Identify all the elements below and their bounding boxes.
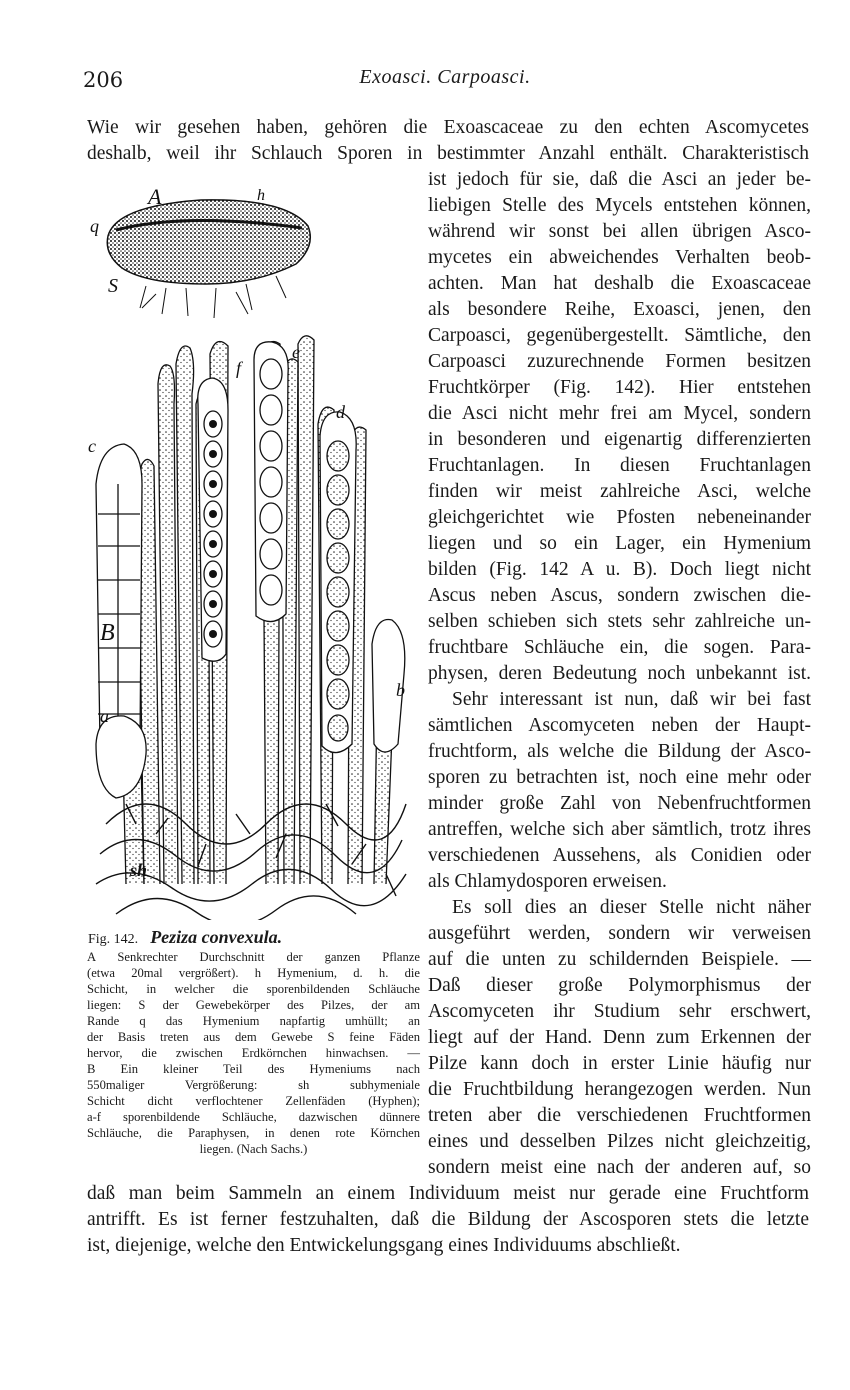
caption-line: liegen. (Nach Sachs.) <box>199 1142 308 1156</box>
text-line: fruchtform, als welche die Bildung der Asco- <box>428 741 811 762</box>
figure-number: Fig. 142. <box>88 932 139 947</box>
text-line: Daß dieser große Polymorphismus der <box>428 975 811 996</box>
text-line: deshalb, weil ihr Schlauch Sporen in bestimmter Anzahl enthält. Charakteristisch <box>87 143 809 164</box>
caption-line: hervor, die zwischen Erdkörnchen hinwachsen. — <box>87 1046 420 1060</box>
label-f: f <box>236 358 242 378</box>
hymenium-detail <box>96 336 405 884</box>
label-sh: sh <box>130 860 148 880</box>
caption-line: Schläuche, die Paraphysen, in denen rote Körnchen <box>87 1126 420 1140</box>
text-line: gleichgerichtet wie Pfosten nebeneinander <box>428 507 811 528</box>
figure-title: Peziza convexula. <box>150 927 283 947</box>
text-line: bilden (Fig. 142 A u. B). Doch liegt nicht <box>428 559 811 580</box>
apothecium-section <box>107 200 310 318</box>
text-line: ausgeführt werden, sondern wir verweisen <box>428 923 811 944</box>
text-line: auf die unten zu schildernden Beispiele. — <box>428 949 811 970</box>
text-line: ist jedoch für sie, daß die Asci an jeder be- <box>428 169 811 190</box>
label-q: q <box>90 216 99 236</box>
caption-line: Schicht dicht verflochtener Zellenfäden (Hyphen); <box>87 1094 420 1108</box>
figure-illustration <box>86 184 420 920</box>
figure-caption-title <box>88 927 282 948</box>
text-line: Fruchtanlagen. In diesen Fruchtanlagen <box>428 455 811 476</box>
text-line: als Chlamydosporen erweisen. <box>428 871 667 892</box>
caption-line: Schicht, in welcher die sporenbildenden Schläuche <box>87 982 420 996</box>
text-line: Ascus neben Ascus, sondern zwischen die- <box>428 585 811 606</box>
text-line: die Fruchtbildung herangezogen werden. Nun <box>428 1079 811 1100</box>
text-line: antreffen, welche sich aber sämtlich, trotz ihres <box>428 819 811 840</box>
text-line: Carpoasci, gegenübergestellt. Sämtliche, den <box>428 325 811 346</box>
text-line: Es soll dies an dieser Stelle nicht näher <box>452 897 811 918</box>
caption-line: der Basis treten aus dem Gewebe S feine Fäden <box>87 1030 420 1044</box>
caption-line: (etwa 20mal vergrößert). h Hymenium, d. h. die <box>87 966 420 980</box>
label-e: e <box>292 342 300 362</box>
caption-line: Rande q das Hymenium napfartig umhüllt; an <box>87 1014 420 1028</box>
caption-line: a-f sporenbildende Schläuche, dazwischen dünnere <box>87 1110 420 1124</box>
text-line: mycetes ein abweichendes Verhalten beob- <box>428 247 811 268</box>
text-line: minder große Zahl von Nebenfruchtformen <box>428 793 811 814</box>
text-line: eines und desselben Pilzes nicht gleichzeitig, <box>428 1131 811 1152</box>
text-line: Ascomyceten ihr Studium sehr erschwert, <box>428 1001 811 1022</box>
caption-line: 550maliger Vergrößerung: sh subhymeniale <box>87 1078 420 1092</box>
text-line: antrifft. Es ist ferner festzuhalten, daß die Bildung der Ascosporen stets die letzte <box>87 1209 809 1230</box>
text-line: Carpoasci zuzurechnende Formen besitzen <box>428 351 811 372</box>
text-line: achten. Man hat deshalb die Exoascaceae <box>428 273 811 294</box>
label-d: d <box>336 402 345 422</box>
text-line: Sehr interessant ist nun, daß wir bei fast <box>452 689 811 710</box>
text-line: liegt auf der Hand. Denn zum Erkennen der <box>428 1027 811 1048</box>
caption-line: liegen: S der Gewebekörper des Pilzes, der am <box>87 998 420 1012</box>
page-number: 206 <box>83 68 124 92</box>
text-line: liegen und so ein Lager, ein Hymenium <box>428 533 811 554</box>
text-line: während wir sonst bei allen übrigen Asco- <box>428 221 811 242</box>
label-b: b <box>396 680 405 700</box>
running-head: Exoasci. Carpoasci. <box>359 66 531 88</box>
text-line: Pilze kann doch in erster Linie häufig nur <box>428 1053 811 1074</box>
caption-line: A Senkrechter Durchschnitt der ganzen Pflanze <box>87 950 420 964</box>
caption-line: B Ein kleiner Teil des Hymeniums nach <box>87 1062 420 1076</box>
text-line: als besondere Reihe, Exoasci, jenen, den <box>428 299 811 320</box>
label-a: a <box>100 706 109 726</box>
text-line: treten aber die verschiedenen Fruchtformen <box>428 1105 811 1126</box>
text-line: physen, deren Bedeutung noch unbekannt ist. <box>428 663 811 684</box>
text-line: daß man beim Sammeln an einem Individuum meist nur gerade eine Fruchtform <box>87 1183 809 1204</box>
label-B: B <box>100 620 115 646</box>
label-c: c <box>88 436 96 456</box>
text-line: sporen zu betrachten ist, noch eine mehr oder <box>428 767 811 788</box>
label-h: h <box>257 187 265 204</box>
text-line: verschiedenen Aussehens, als Conidien oder <box>428 845 811 866</box>
text-line: selben schieben sich stets sehr zahlreiche un- <box>428 611 811 632</box>
text-line: ist, diejenige, welche den Entwickelungsgang eines Individuums abschließt. <box>87 1235 681 1256</box>
label-A: A <box>148 184 162 209</box>
text-line: in besonderen und eigenartig differenzierten <box>428 429 811 450</box>
text-line: Wie wir gesehen haben, gehören die Exoascaceae zu den echten Ascomycetes <box>87 117 809 138</box>
text-line: die Asci nicht mehr frei am Mycel, sondern <box>428 403 811 424</box>
text-line: Fruchtkörper (Fig. 142). Hier entstehen <box>428 377 811 398</box>
label-S: S <box>108 275 118 297</box>
text-line: sämtlichen Ascomyceten neben der Haupt- <box>428 715 811 736</box>
text-line: sondern meist eine nach der anderen auf, so <box>428 1157 811 1178</box>
text-line: fruchtbare Schläuche ein, die sogen. Para- <box>428 637 811 658</box>
text-line: finden wir meist zahlreiche Asci, welche <box>428 481 811 502</box>
text-line: liebigen Stelle des Mycels entstehen können, <box>428 195 811 216</box>
